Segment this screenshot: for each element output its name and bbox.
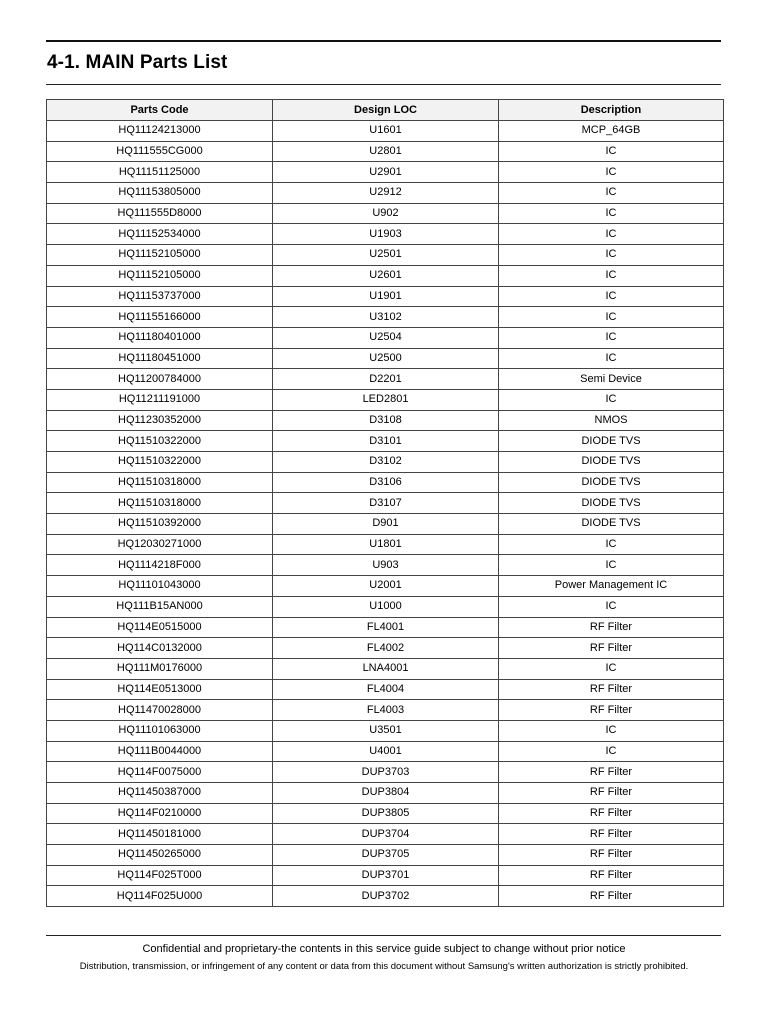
cell-description: RF Filter [499,824,724,845]
table-row [47,183,724,204]
cell-description: IC [499,224,724,245]
table-row [47,576,724,597]
cell-parts-code: HQ11450265000 [47,845,273,866]
table-row [47,121,724,142]
cell-description: RF Filter [499,845,724,866]
cell-description: Power Management IC [499,576,724,597]
cell-description: RF Filter [499,865,724,886]
cell-description: IC [499,596,724,617]
cell-parts-code: HQ114F025T000 [47,865,273,886]
cell-parts-code: HQ11155166000 [47,307,273,328]
header-parts-code: Parts Code [47,100,273,121]
cell-description: IC [499,555,724,576]
cell-design-loc: FL4003 [273,700,499,721]
cell-description: IC [499,389,724,410]
cell-design-loc: U1903 [273,224,499,245]
cell-parts-code: HQ11152534000 [47,224,273,245]
table-row [47,224,724,245]
cell-description: DIODE TVS [499,493,724,514]
cell-description: Semi Device [499,369,724,390]
cell-design-loc: D2201 [273,369,499,390]
cell-parts-code: HQ11230352000 [47,410,273,431]
table-row [47,327,724,348]
footer-rule [46,935,721,936]
cell-parts-code: HQ111M0176000 [47,658,273,679]
cell-design-loc: U2001 [273,576,499,597]
cell-design-loc: U2500 [273,348,499,369]
cell-parts-code: HQ11180451000 [47,348,273,369]
parts-table-header [47,100,724,121]
footer-confidential-notice: Confidential and proprietary-the contents in this service guide subject to change without prior notice [142,943,626,955]
table-row [47,431,724,452]
cell-design-loc: U1000 [273,596,499,617]
cell-parts-code: HQ114E0515000 [47,617,273,638]
cell-description: IC [499,741,724,762]
cell-description: RF Filter [499,783,724,804]
cell-design-loc: DUP3702 [273,886,499,907]
cell-design-loc: U2901 [273,162,499,183]
top-rule [46,40,721,42]
table-row [47,265,724,286]
cell-description: RF Filter [499,803,724,824]
table-row [47,203,724,224]
table-row [47,658,724,679]
cell-design-loc: D901 [273,514,499,535]
table-row [47,472,724,493]
header-description: Description [499,100,724,121]
cell-parts-code: HQ11510392000 [47,514,273,535]
cell-description: RF Filter [499,679,724,700]
table-row [47,845,724,866]
cell-parts-code: HQ11152105000 [47,265,273,286]
table-row [47,596,724,617]
table-row [47,720,724,741]
cell-parts-code: HQ111555CG000 [47,141,273,162]
cell-parts-code: HQ11153737000 [47,286,273,307]
cell-parts-code: HQ11510322000 [47,431,273,452]
table-row [47,555,724,576]
cell-design-loc: DUP3805 [273,803,499,824]
cell-design-loc: D3107 [273,493,499,514]
cell-design-loc: U1601 [273,121,499,142]
cell-description: IC [499,265,724,286]
cell-parts-code: HQ11510322000 [47,452,273,473]
cell-description: NMOS [499,410,724,431]
cell-parts-code: HQ1114218F000 [47,555,273,576]
cell-parts-code: HQ11153805000 [47,183,273,204]
table-row [47,493,724,514]
cell-description: DIODE TVS [499,431,724,452]
cell-design-loc: FL4004 [273,679,499,700]
table-row [47,679,724,700]
cell-description: IC [499,203,724,224]
table-row [47,162,724,183]
cell-parts-code: HQ111555D8000 [47,203,273,224]
cell-design-loc: U3501 [273,720,499,741]
cell-description: IC [499,141,724,162]
cell-design-loc: U2504 [273,327,499,348]
cell-design-loc: DUP3804 [273,783,499,804]
cell-parts-code: HQ11470028000 [47,700,273,721]
cell-description: RF Filter [499,886,724,907]
cell-design-loc: D3102 [273,452,499,473]
parts-table [46,99,724,907]
cell-parts-code: HQ11510318000 [47,472,273,493]
cell-design-loc: U1901 [273,286,499,307]
cell-description: DIODE TVS [499,452,724,473]
cell-description: IC [499,183,724,204]
table-row [47,783,724,804]
cell-design-loc: U1801 [273,534,499,555]
cell-design-loc: FL4002 [273,638,499,659]
table-row [47,514,724,535]
table-row [47,803,724,824]
cell-parts-code: HQ11450181000 [47,824,273,845]
cell-design-loc: FL4001 [273,617,499,638]
cell-description: IC [499,327,724,348]
cell-design-loc: U2801 [273,141,499,162]
table-row [47,534,724,555]
table-row [47,389,724,410]
cell-parts-code: HQ11101043000 [47,576,273,597]
cell-parts-code: HQ11152105000 [47,245,273,266]
cell-design-loc: U2501 [273,245,499,266]
cell-description: RF Filter [499,617,724,638]
table-row [47,865,724,886]
cell-parts-code: HQ11151125000 [47,162,273,183]
table-row [47,286,724,307]
cell-description: IC [499,162,724,183]
cell-description: MCP_64GB [499,121,724,142]
table-row [47,886,724,907]
table-row [47,762,724,783]
cell-description: IC [499,720,724,741]
table-row [47,348,724,369]
cell-design-loc: U3102 [273,307,499,328]
cell-parts-code: HQ11211191000 [47,389,273,410]
cell-design-loc: D3101 [273,431,499,452]
cell-design-loc: U903 [273,555,499,576]
cell-design-loc: LNA4001 [273,658,499,679]
cell-parts-code: HQ11510318000 [47,493,273,514]
table-row [47,369,724,390]
cell-parts-code: HQ114F0210000 [47,803,273,824]
cell-design-loc: LED2801 [273,389,499,410]
cell-description: IC [499,307,724,328]
cell-design-loc: DUP3703 [273,762,499,783]
cell-parts-code: HQ111B0044000 [47,741,273,762]
table-row [47,410,724,431]
cell-design-loc: DUP3701 [273,865,499,886]
cell-description: IC [499,348,724,369]
cell-description: RF Filter [499,700,724,721]
cell-design-loc: U902 [273,203,499,224]
cell-design-loc: U2601 [273,265,499,286]
table-row [47,617,724,638]
header-row [47,100,724,121]
table-row [47,141,724,162]
table-row [47,245,724,266]
cell-parts-code: HQ12030271000 [47,534,273,555]
cell-parts-code: HQ114F025U000 [47,886,273,907]
cell-description: IC [499,245,724,266]
cell-description: IC [499,534,724,555]
cell-design-loc: D3106 [273,472,499,493]
cell-parts-code: HQ11124213000 [47,121,273,142]
cell-description: DIODE TVS [499,514,724,535]
title-rule [46,84,721,85]
header-design-loc: Design LOC [273,100,499,121]
cell-parts-code: HQ114F0075000 [47,762,273,783]
table-row [47,700,724,721]
cell-design-loc: DUP3705 [273,845,499,866]
cell-parts-code: HQ11200784000 [47,369,273,390]
cell-description: IC [499,658,724,679]
cell-parts-code: HQ11180401000 [47,327,273,348]
cell-design-loc: DUP3704 [273,824,499,845]
table-row [47,452,724,473]
footer-distribution-notice: Distribution, transmission, or infringement of any content or data from this document without Samsung's written authorization is strictly prohibited. [79,961,689,972]
table-row [47,741,724,762]
cell-parts-code: HQ111B15AN000 [47,596,273,617]
parts-table-body [47,121,724,907]
cell-parts-code: HQ11450387000 [47,783,273,804]
cell-description: RF Filter [499,762,724,783]
cell-parts-code: HQ114E0513000 [47,679,273,700]
cell-description: DIODE TVS [499,472,724,493]
cell-design-loc: U2912 [273,183,499,204]
cell-parts-code: HQ114C0132000 [47,638,273,659]
table-row [47,638,724,659]
cell-design-loc: D3108 [273,410,499,431]
table-row [47,307,724,328]
cell-description: RF Filter [499,638,724,659]
cell-design-loc: U4001 [273,741,499,762]
cell-description: IC [499,286,724,307]
table-row [47,824,724,845]
cell-parts-code: HQ11101063000 [47,720,273,741]
page-title: 4-1. MAIN Parts List [47,52,228,73]
